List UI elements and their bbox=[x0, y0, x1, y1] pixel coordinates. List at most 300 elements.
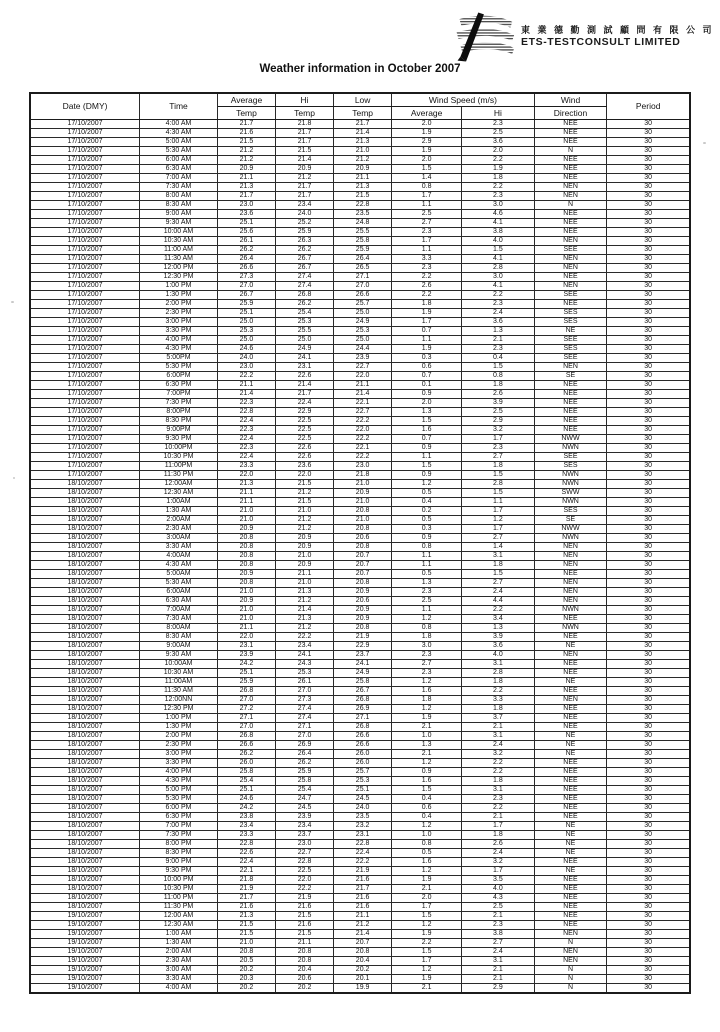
table-cell: 17/10/2007 bbox=[30, 408, 140, 417]
table-cell: 21.2 bbox=[217, 156, 275, 165]
table-cell: 21.0 bbox=[217, 516, 275, 525]
table-cell: 1.6 bbox=[392, 426, 462, 435]
table-cell: 2.8 bbox=[462, 669, 535, 678]
table-cell: 18/10/2007 bbox=[30, 732, 140, 741]
table-row bbox=[30, 696, 690, 705]
table-row bbox=[30, 291, 690, 300]
table-cell: 30 bbox=[607, 345, 690, 354]
table-cell: NEE bbox=[534, 921, 607, 930]
table-cell: 30 bbox=[607, 354, 690, 363]
table-cell: 12:00 PM bbox=[140, 264, 218, 273]
table-cell: 20.8 bbox=[276, 957, 334, 966]
table-cell: 1.7 bbox=[392, 237, 462, 246]
table-cell: 7:30 PM bbox=[140, 831, 218, 840]
table-cell: 24.5 bbox=[334, 795, 392, 804]
table-cell: 23.1 bbox=[217, 642, 275, 651]
table-cell: 30 bbox=[607, 372, 690, 381]
table-cell: NEE bbox=[534, 120, 607, 129]
table-row bbox=[30, 138, 690, 147]
table-cell: 21.4 bbox=[334, 390, 392, 399]
table-cell: 1.7 bbox=[392, 903, 462, 912]
table-cell: 30 bbox=[607, 831, 690, 840]
table-row bbox=[30, 849, 690, 858]
table-cell: 21.1 bbox=[217, 174, 275, 183]
table-cell: 18/10/2007 bbox=[30, 813, 140, 822]
table-cell: 24.7 bbox=[276, 795, 334, 804]
table-cell: 1.7 bbox=[392, 192, 462, 201]
header-average-temp: Average bbox=[217, 93, 275, 107]
table-cell: 9:00 AM bbox=[140, 210, 218, 219]
table-cell: 10:30 PM bbox=[140, 453, 218, 462]
table-cell: SES bbox=[534, 345, 607, 354]
table-cell: 23.6 bbox=[276, 462, 334, 471]
table-cell: 21.2 bbox=[276, 174, 334, 183]
table-cell: 10:30 AM bbox=[140, 669, 218, 678]
table-cell: 20.2 bbox=[217, 966, 275, 975]
table-row bbox=[30, 795, 690, 804]
table-cell: NWN bbox=[534, 606, 607, 615]
table-cell: 3.8 bbox=[462, 930, 535, 939]
table-cell: 7:30 PM bbox=[140, 399, 218, 408]
table-cell: 4.3 bbox=[462, 894, 535, 903]
table-cell: NEE bbox=[534, 813, 607, 822]
table-cell: 21.4 bbox=[276, 606, 334, 615]
table-row bbox=[30, 246, 690, 255]
table-cell: 2.5 bbox=[392, 597, 462, 606]
table-cell: 30 bbox=[607, 174, 690, 183]
table-cell: 2.1 bbox=[462, 723, 535, 732]
table-cell: NEE bbox=[534, 273, 607, 282]
table-cell: 22.4 bbox=[276, 399, 334, 408]
table-cell: 2.5 bbox=[392, 210, 462, 219]
table-cell: NEE bbox=[534, 687, 607, 696]
table-cell: 25.3 bbox=[217, 327, 275, 336]
table-cell: 22.7 bbox=[334, 408, 392, 417]
table-cell: 21.0 bbox=[217, 507, 275, 516]
table-cell: 21.4 bbox=[276, 381, 334, 390]
table-cell: 11:00PM bbox=[140, 462, 218, 471]
table-cell: 18/10/2007 bbox=[30, 633, 140, 642]
table-cell: 1.8 bbox=[392, 696, 462, 705]
table-cell: 21.6 bbox=[334, 903, 392, 912]
table-cell: 24.1 bbox=[276, 354, 334, 363]
table-cell: 1.1 bbox=[392, 453, 462, 462]
table-cell: 2.1 bbox=[462, 966, 535, 975]
table-cell: 23.7 bbox=[276, 831, 334, 840]
table-cell: 5:30 AM bbox=[140, 579, 218, 588]
company-logo bbox=[450, 12, 714, 62]
table-cell: 1.1 bbox=[392, 561, 462, 570]
table-cell: 26.8 bbox=[217, 732, 275, 741]
table-cell: 10:00 PM bbox=[140, 876, 218, 885]
table-cell: 3:30 PM bbox=[140, 759, 218, 768]
table-cell: 25.8 bbox=[217, 768, 275, 777]
table-cell: 2.2 bbox=[392, 273, 462, 282]
table-cell: 1.7 bbox=[392, 318, 462, 327]
table-cell: 25.4 bbox=[217, 777, 275, 786]
table-cell: 21.3 bbox=[217, 480, 275, 489]
table-cell: 22.4 bbox=[217, 417, 275, 426]
table-cell: 21.6 bbox=[276, 921, 334, 930]
table-cell: 27.0 bbox=[276, 687, 334, 696]
table-cell: 17/10/2007 bbox=[30, 201, 140, 210]
table-cell: 2.3 bbox=[392, 228, 462, 237]
table-cell: 3:00 PM bbox=[140, 750, 218, 759]
table-cell: 2:30 PM bbox=[140, 309, 218, 318]
table-cell: 8:00 PM bbox=[140, 840, 218, 849]
table-row bbox=[30, 678, 690, 687]
table-cell: 27.0 bbox=[334, 282, 392, 291]
table-cell: 8:00PM bbox=[140, 408, 218, 417]
table-cell: 9:00PM bbox=[140, 426, 218, 435]
table-cell: 22.4 bbox=[334, 849, 392, 858]
table-cell: 30 bbox=[607, 525, 690, 534]
table-cell: NEE bbox=[534, 300, 607, 309]
table-cell: 2.3 bbox=[462, 300, 535, 309]
table-cell: 12:30 AM bbox=[140, 921, 218, 930]
table-row bbox=[30, 759, 690, 768]
table-row bbox=[30, 957, 690, 966]
table-cell: SEE bbox=[534, 453, 607, 462]
table-cell: 3.9 bbox=[462, 399, 535, 408]
table-cell: 18/10/2007 bbox=[30, 624, 140, 633]
table-cell: 1.7 bbox=[392, 957, 462, 966]
table-cell: 0.1 bbox=[392, 381, 462, 390]
table-cell: 26.6 bbox=[334, 741, 392, 750]
table-cell: 0.4 bbox=[462, 354, 535, 363]
table-cell: 22.0 bbox=[276, 471, 334, 480]
table-cell: 30 bbox=[607, 777, 690, 786]
table-cell: 30 bbox=[607, 183, 690, 192]
table-cell: 2:30 AM bbox=[140, 525, 218, 534]
table-cell: 2.5 bbox=[462, 903, 535, 912]
table-cell: 0.9 bbox=[392, 444, 462, 453]
table-cell: 22.2 bbox=[217, 372, 275, 381]
table-row bbox=[30, 318, 690, 327]
header-low-temp: Low bbox=[334, 93, 392, 107]
table-cell: 19/10/2007 bbox=[30, 921, 140, 930]
table-cell: NEE bbox=[534, 138, 607, 147]
table-cell: 22.9 bbox=[276, 408, 334, 417]
table-cell: 21.3 bbox=[217, 912, 275, 921]
table-row bbox=[30, 597, 690, 606]
table-cell: 30 bbox=[607, 849, 690, 858]
table-cell: 26.6 bbox=[217, 741, 275, 750]
table-cell: NEN bbox=[534, 282, 607, 291]
table-cell: 17/10/2007 bbox=[30, 228, 140, 237]
table-cell: 5:00 AM bbox=[140, 138, 218, 147]
table-cell: 0.8 bbox=[392, 543, 462, 552]
table-row bbox=[30, 660, 690, 669]
table-cell: NEE bbox=[534, 912, 607, 921]
table-cell: 26.2 bbox=[217, 246, 275, 255]
table-cell: 30 bbox=[607, 165, 690, 174]
table-cell: 0.9 bbox=[392, 768, 462, 777]
table-cell: 17/10/2007 bbox=[30, 165, 140, 174]
table-cell: 22.3 bbox=[217, 399, 275, 408]
table-cell: 17/10/2007 bbox=[30, 129, 140, 138]
table-cell: 30 bbox=[607, 687, 690, 696]
table-row bbox=[30, 192, 690, 201]
table-cell: 30 bbox=[607, 732, 690, 741]
table-cell: 2.3 bbox=[462, 192, 535, 201]
table-cell: NE bbox=[534, 831, 607, 840]
table-cell: 1.2 bbox=[462, 516, 535, 525]
table-cell: 0.5 bbox=[392, 849, 462, 858]
table-cell: 26.1 bbox=[217, 237, 275, 246]
table-cell: 6:00PM bbox=[140, 372, 218, 381]
table-cell: 21.7 bbox=[217, 120, 275, 129]
table-row bbox=[30, 516, 690, 525]
table-cell: 0.7 bbox=[392, 435, 462, 444]
table-cell: 18/10/2007 bbox=[30, 561, 140, 570]
table-cell: 3.6 bbox=[462, 318, 535, 327]
table-cell: 1.2 bbox=[392, 966, 462, 975]
table-cell: 18/10/2007 bbox=[30, 777, 140, 786]
table-cell: 18/10/2007 bbox=[30, 579, 140, 588]
table-cell: 18/10/2007 bbox=[30, 507, 140, 516]
table-cell: 21.8 bbox=[334, 471, 392, 480]
table-cell: 30 bbox=[607, 318, 690, 327]
table-cell: 30 bbox=[607, 606, 690, 615]
table-cell: 2.7 bbox=[462, 453, 535, 462]
table-cell: 27.0 bbox=[276, 732, 334, 741]
table-cell: 20.6 bbox=[334, 534, 392, 543]
table-cell: 8:30 AM bbox=[140, 633, 218, 642]
table-cell: 20.4 bbox=[334, 957, 392, 966]
table-cell: 30 bbox=[607, 246, 690, 255]
table-row bbox=[30, 417, 690, 426]
table-cell: N bbox=[534, 201, 607, 210]
table-cell: 22.6 bbox=[217, 849, 275, 858]
table-row bbox=[30, 777, 690, 786]
table-cell: 21.9 bbox=[334, 633, 392, 642]
table-cell: 20.9 bbox=[276, 561, 334, 570]
table-cell: 21.2 bbox=[276, 516, 334, 525]
table-cell: 25.1 bbox=[217, 219, 275, 228]
table-cell: 30 bbox=[607, 966, 690, 975]
table-cell: 18/10/2007 bbox=[30, 543, 140, 552]
table-cell: 21.5 bbox=[276, 480, 334, 489]
table-cell: 24.4 bbox=[334, 345, 392, 354]
table-row bbox=[30, 876, 690, 885]
table-cell: 9:30 AM bbox=[140, 219, 218, 228]
table-cell: 18/10/2007 bbox=[30, 588, 140, 597]
table-cell: 21.1 bbox=[217, 489, 275, 498]
table-cell: 21.7 bbox=[276, 138, 334, 147]
table-cell: 24.0 bbox=[217, 354, 275, 363]
table-cell: 18/10/2007 bbox=[30, 822, 140, 831]
table-cell: NEN bbox=[534, 255, 607, 264]
table-cell: 20.8 bbox=[334, 624, 392, 633]
table-cell: 21.7 bbox=[334, 885, 392, 894]
table-cell: 30 bbox=[607, 291, 690, 300]
table-cell: 20.9 bbox=[217, 597, 275, 606]
table-cell: 10:30 AM bbox=[140, 237, 218, 246]
table-cell: 21.1 bbox=[334, 912, 392, 921]
table-cell: 2.6 bbox=[462, 840, 535, 849]
table-row bbox=[30, 354, 690, 363]
header-hi-temp: Hi bbox=[276, 93, 334, 107]
table-row bbox=[30, 282, 690, 291]
table-cell: 26.2 bbox=[276, 759, 334, 768]
table-cell: 11:00 AM bbox=[140, 246, 218, 255]
table-cell: 30 bbox=[607, 597, 690, 606]
table-row bbox=[30, 894, 690, 903]
table-cell: 30 bbox=[607, 615, 690, 624]
table-cell: 20.9 bbox=[276, 165, 334, 174]
table-cell: 2.2 bbox=[462, 156, 535, 165]
table-row bbox=[30, 156, 690, 165]
table-cell: 2.0 bbox=[462, 147, 535, 156]
table-cell: 22.0 bbox=[217, 471, 275, 480]
table-cell: SES bbox=[534, 318, 607, 327]
table-cell: 30 bbox=[607, 435, 690, 444]
table-cell: 0.4 bbox=[392, 498, 462, 507]
table-cell: 18/10/2007 bbox=[30, 894, 140, 903]
table-cell: 1:00 PM bbox=[140, 714, 218, 723]
table-cell: 6:30 AM bbox=[140, 597, 218, 606]
table-cell: 26.0 bbox=[334, 750, 392, 759]
table-row bbox=[30, 687, 690, 696]
table-cell: 9:30 AM bbox=[140, 651, 218, 660]
table-cell: 3:30 AM bbox=[140, 975, 218, 984]
header-wind-speed: Wind Speed (m/s) bbox=[392, 93, 535, 107]
table-cell: 20.7 bbox=[334, 939, 392, 948]
table-cell: 25.4 bbox=[276, 786, 334, 795]
table-cell: 0.5 bbox=[392, 489, 462, 498]
table-cell: 3:30 PM bbox=[140, 327, 218, 336]
table-cell: 1.2 bbox=[392, 615, 462, 624]
table-cell: 30 bbox=[607, 237, 690, 246]
table-cell: 3.6 bbox=[462, 642, 535, 651]
table-cell: 2.2 bbox=[392, 291, 462, 300]
table-cell: 27.2 bbox=[217, 705, 275, 714]
table-cell: 1.6 bbox=[392, 687, 462, 696]
table-cell: 3.0 bbox=[392, 642, 462, 651]
table-cell: 24.1 bbox=[276, 651, 334, 660]
table-cell: 25.8 bbox=[276, 777, 334, 786]
company-name-english: ETS-TESTCONSULT LIMITED bbox=[520, 36, 681, 49]
table-cell: 9:00 PM bbox=[140, 858, 218, 867]
table-cell: 3.2 bbox=[462, 750, 535, 759]
table-row bbox=[30, 579, 690, 588]
table-cell: 1.9 bbox=[392, 714, 462, 723]
table-cell: NEN bbox=[534, 588, 607, 597]
table-cell: 30 bbox=[607, 408, 690, 417]
table-cell: 30 bbox=[607, 453, 690, 462]
table-row bbox=[30, 921, 690, 930]
table-cell: 27.1 bbox=[334, 714, 392, 723]
table-cell: 6:00 AM bbox=[140, 156, 218, 165]
table-cell: 27.4 bbox=[276, 273, 334, 282]
table-cell: 7:30 AM bbox=[140, 615, 218, 624]
table-cell: NEE bbox=[534, 210, 607, 219]
table-cell: 3.1 bbox=[462, 552, 535, 561]
table-cell: 0.8 bbox=[462, 372, 535, 381]
table-cell: 2.7 bbox=[392, 660, 462, 669]
table-cell: 30 bbox=[607, 534, 690, 543]
table-cell: 30 bbox=[607, 795, 690, 804]
table-cell: 2.1 bbox=[462, 912, 535, 921]
table-cell: 30 bbox=[607, 930, 690, 939]
table-cell: 17/10/2007 bbox=[30, 210, 140, 219]
table-cell: 1.9 bbox=[392, 345, 462, 354]
table-cell: 20.8 bbox=[217, 552, 275, 561]
table-cell: NEN bbox=[534, 597, 607, 606]
table-cell: 25.7 bbox=[334, 300, 392, 309]
table-row bbox=[30, 903, 690, 912]
table-cell: 30 bbox=[607, 390, 690, 399]
table-cell: 24.9 bbox=[334, 318, 392, 327]
table-cell: 30 bbox=[607, 444, 690, 453]
table-cell: 2.4 bbox=[462, 588, 535, 597]
table-cell: 1.2 bbox=[392, 822, 462, 831]
table-cell: 22.4 bbox=[217, 453, 275, 462]
table-cell: 25.0 bbox=[334, 336, 392, 345]
table-cell: 4.0 bbox=[462, 237, 535, 246]
table-row bbox=[30, 633, 690, 642]
table-cell: 4:30 AM bbox=[140, 561, 218, 570]
table-cell: 27.1 bbox=[217, 714, 275, 723]
table-cell: SEE bbox=[534, 336, 607, 345]
table-cell: 27.1 bbox=[276, 723, 334, 732]
table-cell: 9:30 PM bbox=[140, 867, 218, 876]
table-cell: 19/10/2007 bbox=[30, 966, 140, 975]
table-cell: NWN bbox=[534, 480, 607, 489]
table-cell: 26.3 bbox=[276, 237, 334, 246]
table-cell: 2.8 bbox=[462, 264, 535, 273]
table-cell: NEN bbox=[534, 363, 607, 372]
table-cell: 18/10/2007 bbox=[30, 840, 140, 849]
table-cell: 4.1 bbox=[462, 282, 535, 291]
table-cell: 1:00 AM bbox=[140, 930, 218, 939]
table-cell: 1.3 bbox=[462, 624, 535, 633]
table-cell: 30 bbox=[607, 129, 690, 138]
table-cell: 30 bbox=[607, 822, 690, 831]
table-cell: 30 bbox=[607, 804, 690, 813]
table-cell: 1.8 bbox=[462, 777, 535, 786]
table-cell: 24.9 bbox=[334, 669, 392, 678]
table-cell: 20.9 bbox=[334, 615, 392, 624]
table-cell: 17/10/2007 bbox=[30, 444, 140, 453]
table-cell: 18/10/2007 bbox=[30, 570, 140, 579]
table-cell: 17/10/2007 bbox=[30, 435, 140, 444]
table-cell: 30 bbox=[607, 858, 690, 867]
table-cell: 11:30 AM bbox=[140, 687, 218, 696]
table-cell: 21.8 bbox=[217, 876, 275, 885]
table-cell: 21.0 bbox=[276, 507, 334, 516]
table-cell: 23.3 bbox=[217, 462, 275, 471]
table-cell: 21.7 bbox=[276, 390, 334, 399]
table-cell: 3.7 bbox=[462, 714, 535, 723]
table-cell: 20.9 bbox=[217, 525, 275, 534]
table-cell: 21.0 bbox=[276, 552, 334, 561]
table-cell: NEN bbox=[534, 948, 607, 957]
table-cell: 2.0 bbox=[392, 399, 462, 408]
table-cell: 26.8 bbox=[334, 696, 392, 705]
table-cell: 30 bbox=[607, 309, 690, 318]
table-cell: 30 bbox=[607, 903, 690, 912]
table-cell: N bbox=[534, 939, 607, 948]
table-cell: SEE bbox=[534, 291, 607, 300]
table-cell: 17/10/2007 bbox=[30, 264, 140, 273]
table-cell: NEE bbox=[534, 705, 607, 714]
table-cell: 11:00 PM bbox=[140, 894, 218, 903]
table-cell: 17/10/2007 bbox=[30, 426, 140, 435]
table-cell: 12:30 PM bbox=[140, 705, 218, 714]
table-cell: 4:00 AM bbox=[140, 984, 218, 994]
